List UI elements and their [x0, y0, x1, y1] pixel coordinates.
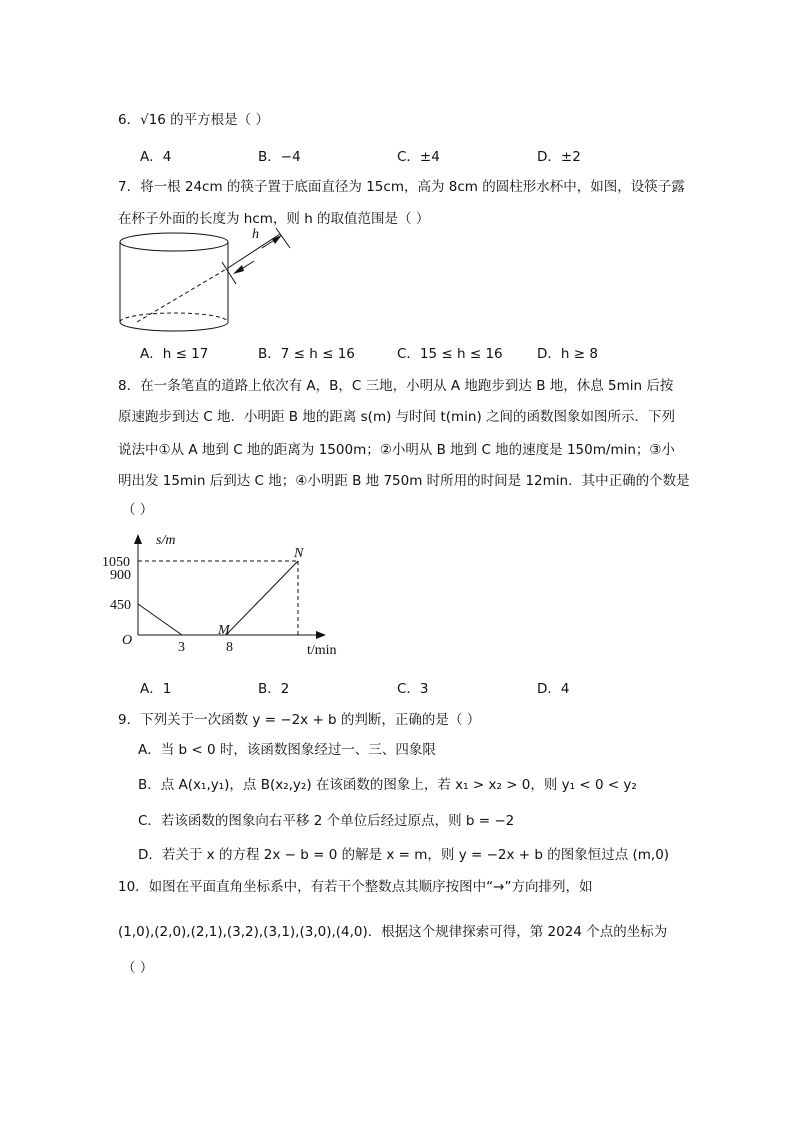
x-axis-label: t/min	[307, 643, 337, 658]
q7-option-d: D．h ≥ 8	[537, 346, 598, 362]
q7-option-b: B．7 ≤ h ≤ 16	[258, 346, 355, 362]
q8-option-b: B．2	[258, 681, 290, 697]
q8-line-1: 8．在一条笔直的道路上依次有 A，B，C 三地，小明从 A 地跑步到达 B 地，休息 5min 后按	[118, 378, 674, 394]
q9-option-d: D．若关于 x 的方程 2x − b = 0 的解是 x = m，则 y = −2x + b 的图象恒过点 (m,0)	[138, 847, 670, 863]
q8-line-2: 原速跑步到达 C 地．小明距 B 地的距离 s(m) 与时间 t(min) 之间的函数图象如图所示．下列	[118, 409, 676, 425]
cup-figure	[120, 227, 290, 331]
ytick-900: 900	[110, 568, 131, 583]
q6-option-c: C．±4	[397, 149, 440, 165]
q8-line-3: 说法中①从 A 地到 C 地的距离为 1500m；②小明从 B 地到 C 地的速度是 150m/min；③小	[118, 442, 675, 458]
y-axis-label: s/m	[156, 533, 176, 548]
h-label: h	[252, 227, 259, 242]
q8-option-d: D．4	[537, 681, 570, 697]
q6-option-a: A．4	[140, 149, 172, 165]
q8-option-c: C．3	[397, 681, 429, 697]
q9-option-c: C．若该函数的图象向右平移 2 个单位后经过原点，则 b = −2	[138, 813, 515, 829]
q10-line-3: （ ）	[122, 960, 154, 976]
q6-option-d: D．±2	[537, 149, 581, 165]
q7-line-1: 7．将一根 24cm 的筷子置于底面直径为 15cm，高为 8cm 的圆柱形水杯中，如图，设筷子露	[118, 179, 685, 195]
q9-stem: 9．下列关于一次函数 y = −2x + b 的判断，正确的是（ ）	[118, 712, 481, 728]
q10-line-2: (1,0),(2,0),(2,1),(3,2),(3,1),(3,0),(4,0)．根据这个规律探索可得，第 2024 个点的坐标为	[118, 924, 668, 940]
point-n-label: N	[294, 546, 304, 561]
q7-line-2: 在杯子外面的长度为 hcm，则 h 的取值范围是（ ）	[118, 211, 430, 227]
distance-time-graph	[102, 533, 337, 658]
q7-option-c: C．15 ≤ h ≤ 16	[397, 346, 503, 362]
q9-option-b: B．点 A(x₁,y₁)，点 B(x₂,y₂) 在该函数的图象上，若 x₁ > x₂ > 0，则 y₁ < 0 < y₂	[138, 777, 637, 793]
origin-label: O	[122, 633, 133, 648]
point-m-label: M	[218, 623, 230, 638]
ytick-1050: 1050	[102, 555, 130, 570]
xtick-3: 3	[178, 640, 185, 655]
q7-option-a: A．h ≤ 17	[140, 346, 209, 362]
q8-line-5: （ ）	[122, 502, 154, 518]
q8-option-a: A．1	[140, 681, 172, 697]
xtick-8: 8	[226, 640, 233, 655]
q6-stem: 6．√16 的平方根是（ ）	[118, 112, 269, 128]
ytick-450: 450	[110, 598, 131, 613]
q8-line-4: 明出发 15min 后到达 C 地；④小明距 B 地 750m 时所用的时间是 12min．其中正确的个数是	[118, 473, 690, 489]
q10-line-1: 10．如图在平面直角坐标系中，有若干个整数点其顺序按图中“→”方向排列，如	[118, 879, 593, 895]
q9-option-a: A．当 b < 0 时，该函数图象经过一、三、四象限	[138, 742, 436, 758]
q6-option-b: B．−4	[258, 149, 301, 165]
